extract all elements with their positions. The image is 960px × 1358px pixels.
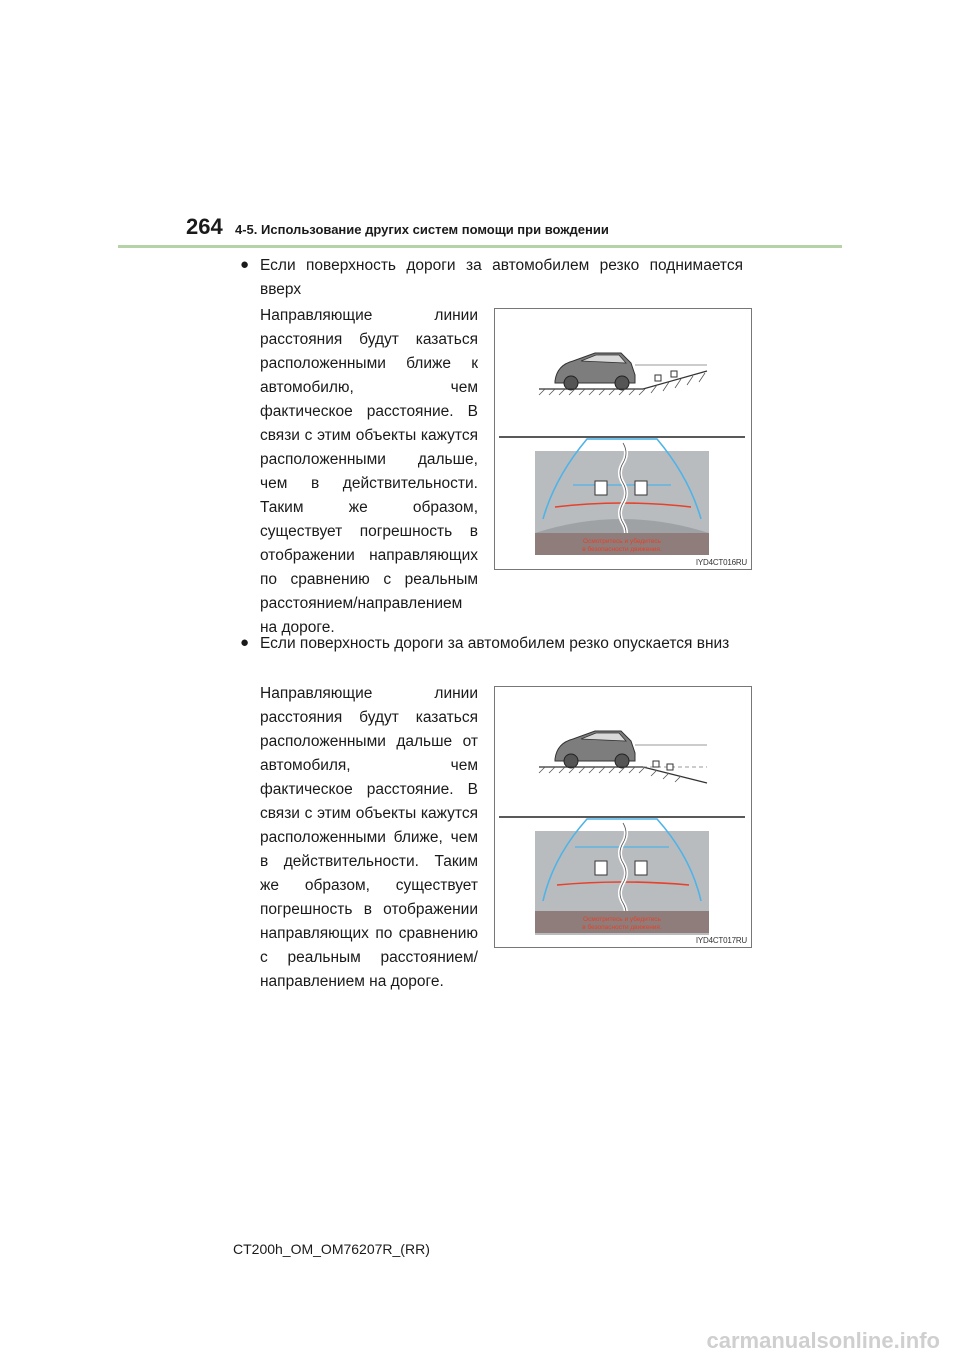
bullet-heading-2: Если поверхность дороги за автомобилем резко опускается вниз: [260, 635, 730, 652]
figure-id: IYD4CT017RU: [695, 936, 747, 945]
car-side-icon: [555, 731, 635, 768]
figure-road-slope-up: [494, 308, 752, 570]
figure-caption-line-2: в безопасности движения.: [582, 546, 662, 553]
figure-caption-line-1: Осмотритесь и убедитесь: [583, 538, 661, 545]
figure-id: IYD4CT016RU: [695, 558, 747, 567]
document-code: CT200h_OM_OM76207R_(RR): [233, 1241, 430, 1257]
illustration-slope-down: [495, 687, 751, 947]
section-title: 4-5. Использование других систем помощи при вождении: [235, 222, 609, 237]
figure-caption-line-1: Осмотритесь и убедитесь: [583, 916, 661, 923]
figure-road-slope-down: [494, 686, 752, 948]
bullet-heading-1: Если поверхность дороги за автомобилем резко поднимается вверх: [260, 257, 743, 298]
bullet-description-2: Направляющие линии расстояния будут казаться расположенными дальше от автомобиля, чем фактическое расстояние. В связи с этим объекты кажутся расположенными ближе, чем в действительности. Таким же образом, существует погрешность в отображении направляющих по сравнению с реальным расстоянием/направлением на дороге.: [260, 685, 478, 990]
page-number: 264: [186, 214, 223, 239]
bullet-icon: ●: [240, 256, 250, 273]
figure-caption-line-2: в безопасности движения.: [582, 924, 662, 931]
header-rule: [118, 245, 842, 248]
bullet-icon: ●: [240, 634, 250, 651]
car-side-icon: [555, 353, 635, 390]
watermark: carmanualsonline.info: [706, 1328, 940, 1353]
bullet-description-1: Направляющие линии расстояния будут казаться расположенными ближе к автомобилю, чем фактическое расстояние. В связи с этим объекты кажутся расположенными дальше, чем в действительности. Таким же образом, существует погрешность в отображении направляющих по сравнению с реальным расстоянием/направлением на дороге.: [260, 307, 478, 636]
illustration-slope-up: [495, 309, 751, 569]
